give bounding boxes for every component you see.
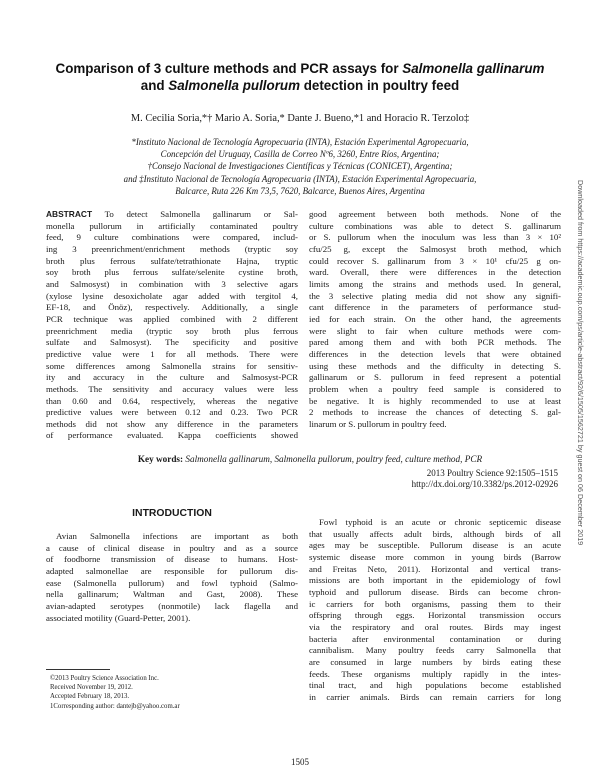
abstract-line: were slight to fair when culture methods were com- — [309, 325, 561, 336]
abstract-line: 2 methods to increase the chances of detecting S. gal- — [309, 407, 561, 418]
footnote-divider — [46, 669, 110, 670]
abstract-line: than 0.60 and 0.64, respectively, whereas the negative — [46, 395, 298, 406]
keywords-label: Key words: — [137, 454, 184, 464]
abstract-line: ward. Overall, there were differences in the detection — [309, 267, 561, 278]
title-line-2 — [40, 77, 560, 94]
affiliations — [40, 136, 560, 197]
body-line: a cause of clinical disease in poultry and as a source — [46, 542, 298, 553]
abstract-line: sulfate and Salmosyst). The specificity and positive — [46, 337, 298, 348]
body-line: that usually affects adult birds, although birds of all — [309, 528, 561, 539]
body-line: associated motility (Guard-Petter, 2001). — [46, 612, 191, 623]
body-line: of foodborne transmission of disease to humans. Host- — [46, 554, 298, 565]
journal-citation: 2013 Poultry Science 92:1505–1515 — [426, 468, 558, 478]
abstract-line: EF-18, and Önöz), respectively. Additionally, a single — [46, 302, 298, 313]
body-line: nella gallinarum; Waltman and Gast, 2008). These — [46, 589, 298, 600]
title-text: and — [140, 78, 169, 93]
title-italic-species: Salmonella gallinarum — [402, 61, 545, 76]
affiliation-line: and ‡Instituto Nacional de Tecnología Agropecuaria (INTA), Estación Experimental Agropecuaria, — [123, 173, 477, 184]
abstract-line: pared among them and with both PCR methods. The — [309, 337, 561, 348]
body-line: systemic disease more common in young birds (Barrow — [309, 551, 561, 562]
abstract-line: ied for each strain. On the other hand, the agreements — [309, 313, 561, 324]
body-line: are consumed in large numbers by birds eating these — [309, 656, 561, 667]
body-line: missions are both important in the epidemiology of fowl — [309, 575, 561, 586]
abstract-line: some differences among Salmonella strains for sensitiv- — [46, 360, 298, 371]
body-line: feeds. These organisms multiply rapidly in the intes- — [309, 668, 561, 679]
introduction-left-column — [46, 531, 298, 624]
body-line: bacteria after environmental contamination or during — [309, 633, 561, 644]
abstract-line: ing 3 preenrichment/enrichment methods (tryptic soy — [46, 243, 298, 254]
abstract-label: ABSTRACT — [46, 209, 93, 219]
abstract-line: predictive values were between 0.12 and 0.23. Two PCR — [46, 407, 298, 418]
footnotes — [46, 674, 298, 711]
affiliation-line: †Consejo Nacional de Investigaciones Científicas y Técnicas (CONICET), Argentina; — [147, 161, 453, 172]
corresponding-author: 1Corresponding author: dantejb@yahoo.com.ar — [50, 702, 180, 710]
article-title — [40, 60, 560, 94]
title-text: detection in poultry feed — [300, 78, 460, 93]
abstract-line: be negative. It is highly recommended to use at least — [309, 395, 561, 406]
affiliation-line: Concepción del Uruguay, Casilla de Correo Nº6, 3260, Entre Ríos, Argentina; — [160, 149, 440, 160]
body-line: via the respiratory and oral routes. Birds may ingest — [309, 621, 561, 632]
abstract-right-column — [309, 209, 561, 430]
page-number: 1505 — [291, 757, 309, 767]
abstract-line: methods did not show any difference in the parameters — [46, 418, 298, 429]
body-line: ic carriers for both organisms, passing them to their — [309, 598, 561, 609]
abstract-line: could recover S. gallinarum from 3 × 10¹ cfu/25 g on- — [309, 255, 561, 266]
download-watermark — [574, 180, 588, 770]
citation — [340, 468, 558, 491]
section-heading-introduction: INTRODUCTION — [132, 508, 212, 519]
keywords-text: Salmonella gallinarum, Salmonella pullorum, poultry feed, culture method, PCR — [183, 454, 483, 464]
abstract-line: culture combinations was able to detect S. gallinarum — [309, 220, 561, 231]
abstract-line: PCR technique was applied combined with 2 different — [46, 313, 298, 324]
abstract-line: monella pullorum in artificially contaminated poultry — [46, 220, 298, 231]
abstract-line: preenrichment media (tryptic soy broth plus ferrous — [46, 325, 298, 336]
abstract-line: linarum or S. pullorum in poultry feed. — [309, 418, 447, 429]
abstract-line: cfu/25 g, except the Salmosyst broth method, which — [309, 243, 561, 254]
body-line: tinal tract, and high populations become established — [309, 680, 561, 691]
abstract-line: ity and accuracy in the culture and Salmosyst-PCR — [46, 372, 298, 383]
abstract-line: methods. The sensitivity and accuracy values were less — [46, 383, 298, 394]
abstract-line: broth plus ferrous sulfate/tetrathionate Hajna, tryptic — [46, 255, 298, 266]
body-line: offspring through eggs. Horizontal transmission occurs — [309, 610, 561, 621]
abstract-line: problem when a poultry feed sample is considered to — [309, 383, 561, 394]
author-list: M. Cecilia Soria,*† Mario A. Soria,* Dante J. Bueno,*1 and Horacio R. Terzolo‡ — [130, 113, 470, 124]
download-watermark-text: Downloaded from https://academic.oup.com/ps/article-abstract/92/6/1505/1562721 by guest on 06 December 2019 — [576, 180, 585, 546]
abstract-line: soy broth plus ferrous sulfate/selenite cystine broth, — [46, 267, 298, 278]
abstract-line: differences in the detection levels that were obtained — [309, 348, 561, 359]
body-line: cannibalism. Many poultry feeds carry Salmonella that — [309, 645, 561, 656]
received-date: Received November 19, 2012. — [50, 684, 133, 692]
abstract-line: feed, 9 culture combinations were compared, includ- — [46, 232, 298, 243]
body-line: adapted salmonellae are responsible for pullorum dis- — [46, 565, 298, 576]
copyright-note: ©2013 Poultry Science Association Inc. — [50, 675, 159, 682]
body-line: in carrier animals. Birds can remain carriers for long — [309, 691, 561, 702]
body-line: Fowl typhoid is an acute or chronic septicemic disease — [319, 517, 561, 527]
body-line: Avian Salmonella infections are important as both — [56, 531, 298, 541]
abstract-line: of performance evaluated. Kappa coefficients showed — [46, 430, 298, 441]
keywords — [60, 454, 560, 464]
abstract-left-column — [46, 209, 298, 442]
abstract-line: the 3 selective plating media did not show any signifi- — [309, 290, 561, 301]
abstract-line: limits among the strains and methods used. In general, — [309, 278, 561, 289]
title-text: Comparison of 3 culture methods and PCR assays for — [55, 61, 403, 76]
abstract-line: cant difference in the parameters of performance stud- — [309, 302, 561, 313]
abstract-line: predictive value were 1 for all methods. There were — [46, 348, 298, 359]
abstract-line: or S. pullorum when the inoculum was less than 3 × 10² — [309, 232, 561, 243]
introduction-right-column — [309, 517, 561, 704]
abstract-line: and Salmosyst) in combination with 3 selective agars — [46, 278, 298, 289]
body-line: avian-adapted serotypes (nonmotile) lack flagella and — [46, 600, 298, 611]
abstract-line: using these methods and the difficulty in detecting S. — [309, 360, 561, 371]
affiliation-line: Balcarce, Ruta 226 Km 73,5, 7620, Balcarce, Buenos Aires, Argentina — [175, 185, 425, 196]
title-italic-species: Salmonella pullorum — [168, 78, 300, 93]
abstract-line: good agreement between both methods. None of the — [309, 209, 561, 219]
body-line: ages may be susceptible. Pullorum disease is an acute — [309, 540, 561, 551]
body-line: ease (Salmonella pullorum) and fowl typhoid (Salmo- — [46, 577, 298, 588]
abstract-line: ABSTRACT To detect Salmonella gallinarum or Sal- — [46, 209, 298, 219]
abstract-line: gallinarum or S. pullorum in feed represent a potential — [309, 372, 561, 383]
affiliation-line: *Instituto Nacional de Tecnología Agropecuaria (INTA), Estación Experimental Agropecuaria, — [131, 137, 469, 147]
body-line: and Freitas Neto, 2011). Horizontal and vertical trans- — [309, 563, 561, 574]
title-line-1 — [40, 60, 560, 77]
abstract-line: (xylose lysine desoxicholate agar added with tergitol 4, — [46, 290, 298, 301]
accepted-date: Accepted February 18, 2013. — [50, 693, 130, 701]
body-line: typhoid and pullorum disease. Birds can become chron- — [309, 586, 561, 597]
doi-link[interactable]: http://dx.doi.org/10.3382/ps.2012-02926 — [411, 479, 558, 490]
